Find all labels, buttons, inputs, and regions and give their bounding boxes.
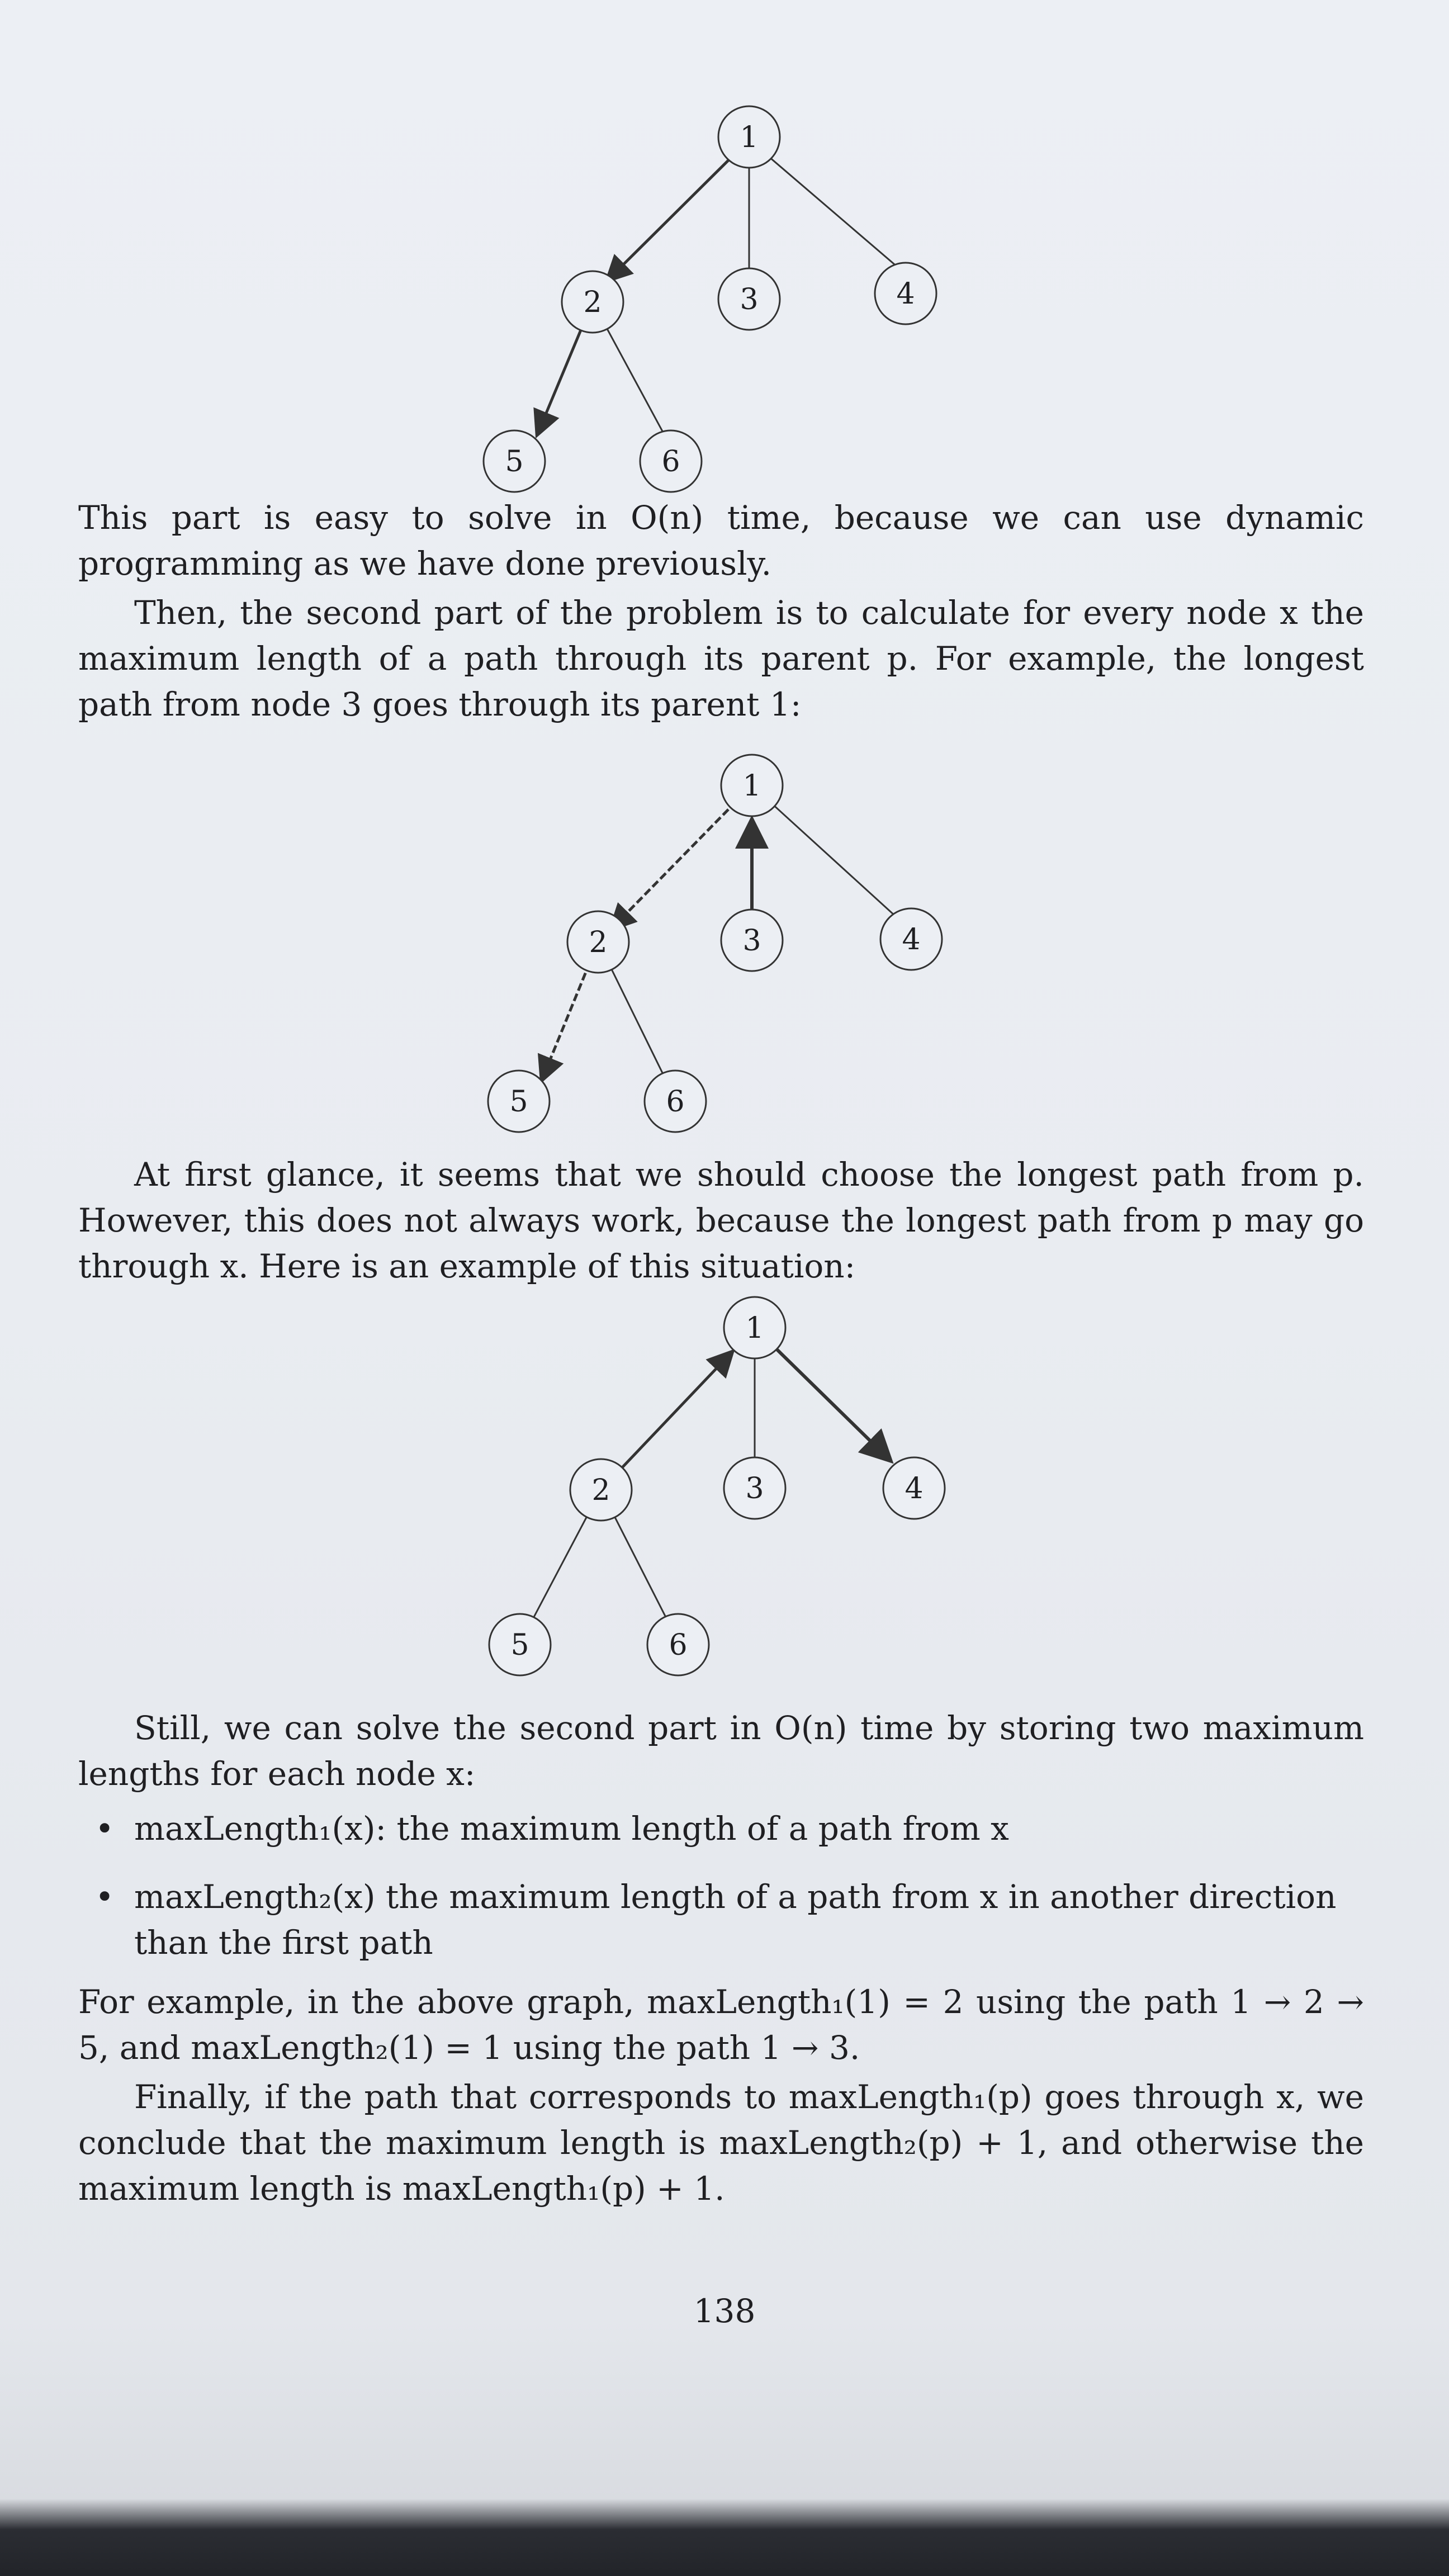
bullet-item-2: • maxLength₂(x) the maximum length of a path from x in another direction than the first path <box>134 1874 1364 1966</box>
tree1-node-3 <box>718 268 780 330</box>
paragraph-5: For example, in the above graph, maxLength₁(1) = 2 using the path 1 → 2 → 5, and maxLength₂(1) = 1 using the path 1 → 3. <box>78 1983 1364 2067</box>
tree-diagram-1 <box>458 95 962 498</box>
tree2-node-1 <box>721 755 783 816</box>
bullet-item-1: • maxLength₁(x): the maximum length of a path from x <box>134 1806 1364 1852</box>
tree3-node-6 <box>647 1614 709 1675</box>
tree2-node-6 <box>645 1071 706 1132</box>
tree2-node-3 <box>721 910 783 971</box>
tree2-node-2 <box>567 911 629 973</box>
svg-text:5: 5 <box>510 1628 529 1662</box>
svg-text:2: 2 <box>583 286 602 319</box>
edge-1-4 <box>752 785 908 928</box>
paragraph-2: Then, the second part of the problem is to calculate for every node x the maximum length of a path through its parent p. For example, the longest path from node 3 goes through its parent 1: <box>78 594 1364 723</box>
svg-text:1: 1 <box>740 121 759 154</box>
paragraph-3: At first glance, it seems that we should choose the longest path from p. However, this does not always work, because the longest path from p may go through x. Here is an example of this situation: <box>78 1156 1364 1285</box>
page-number: 138 <box>693 2292 756 2330</box>
svg-text:3: 3 <box>742 924 761 958</box>
tree1-node-6 <box>640 430 702 492</box>
svg-text:6: 6 <box>661 445 680 479</box>
svg-text:5: 5 <box>509 1085 528 1119</box>
svg-text:4: 4 <box>905 1472 924 1505</box>
svg-text:6: 6 <box>669 1628 688 1662</box>
tree-diagram-3 <box>464 1291 967 1694</box>
svg-text:3: 3 <box>745 1472 764 1505</box>
svg-text:2: 2 <box>589 926 608 959</box>
tree-diagram-2 <box>461 744 964 1146</box>
tree1-node-4 <box>875 263 936 324</box>
svg-text:6: 6 <box>666 1085 685 1119</box>
svg-text:2: 2 <box>591 1474 610 1507</box>
tree2-node-4 <box>880 908 942 970</box>
tree1-node-5 <box>484 430 545 492</box>
svg-text:1: 1 <box>742 769 761 803</box>
paragraph-1: This part is easy to solve in O(n) time, because we can use dynamic programming as we have done previously. <box>78 499 1364 583</box>
tree1-node-2 <box>562 271 623 333</box>
tree3-node-2 <box>570 1459 632 1521</box>
edge-1-4 <box>749 140 906 274</box>
edge-1-2 <box>608 140 749 280</box>
svg-text:3: 3 <box>740 283 759 316</box>
tree3-node-4 <box>883 1457 945 1519</box>
bullet-list <box>134 1806 1364 1988</box>
tree1-node-1 <box>718 106 780 168</box>
svg-text:5: 5 <box>505 445 524 479</box>
svg-text:4: 4 <box>896 277 915 311</box>
tree3-node-1 <box>724 1297 785 1358</box>
tree3-node-3 <box>724 1457 785 1519</box>
paragraph-4: Still, we can solve the second part in O(n) time by storing two maximum lengths for each node x: <box>78 1709 1364 1793</box>
svg-text:1: 1 <box>745 1311 764 1345</box>
tree2-node-5 <box>488 1071 550 1132</box>
svg-text:4: 4 <box>902 923 921 956</box>
tree3-node-5 <box>489 1614 551 1675</box>
paragraph-6: Finally, if the path that corresponds to maxLength₁(p) goes through x, we conclude that the maximum length is maxLength₂(p) + 1, and otherwise the maximum length is maxLength₁(p) + 1. <box>78 2078 1364 2208</box>
